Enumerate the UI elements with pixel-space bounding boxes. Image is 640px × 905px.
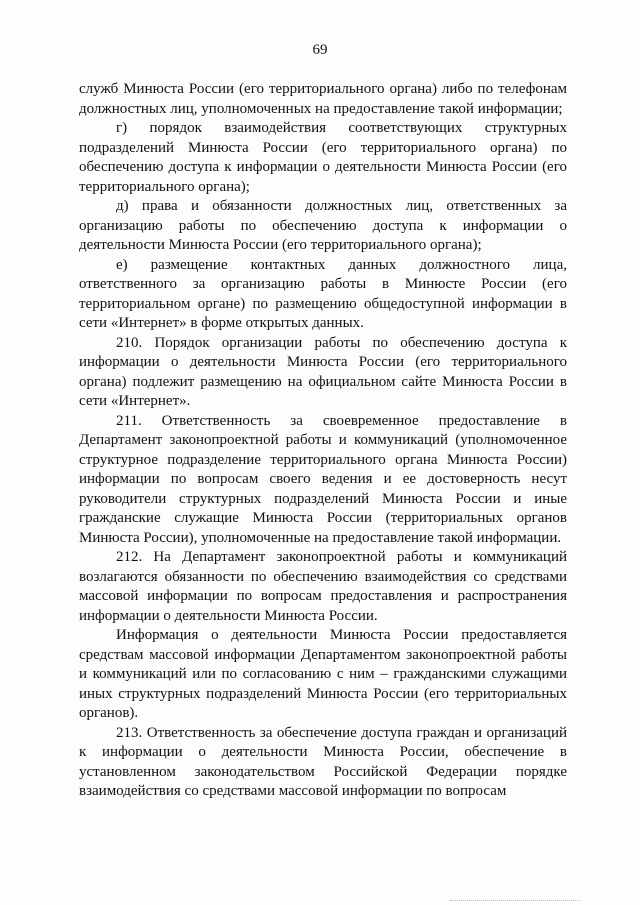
- paragraph-item-d: д) права и обязанности должностных лиц, ответственных за организацию работы по обеспечению доступа к информации о деятельности Минюста России (его территориального органа);: [79, 198, 567, 253]
- paragraph-item-g: г) порядок взаимодействия соответствующих структурных подразделений Минюста России (его территориального органа) по обеспечению доступа к информации о деятельности Минюста России (его территориального органа);: [79, 120, 567, 195]
- paragraph-211: 211. Ответственность за своевременное предоставление в Департамент законопроектной работы и коммуникаций (уполномоченное структурное подразделение территориального органа Минюста России) информации по вопросам своего ведения и ее достоверность несут руководители структурных подразделений Минюста России и иные гражданские служащие Минюста России (территориальных органов Минюста России), уполномоченные на предоставление такой информации.: [79, 412, 567, 546]
- paragraph-212: 212. На Департамент законопроектной работы и коммуникаций возлагаются обязанности по обеспечению взаимодействия со средствами массовой информации по вопросам предоставления и распространения информации о деятельности Минюста России.: [79, 549, 567, 624]
- paragraph-continuation: служб Минюста России (его территориального органа) либо по телефонам должностных лиц, уполномоченных на предоставление такой информации;: [79, 81, 567, 117]
- paragraph-213: 213. Ответственность за обеспечение доступа граждан и организаций к информации о деятельности Минюста России, обеспечение в установленном законодательством Российской Федерации порядке взаимодействия со средствами массовой информации по вопросам: [79, 724, 567, 799]
- paragraph-item-e: е) размещение контактных данных должностного лица, ответственного за организацию работы в Минюсте России (его территориальном органе) по размещению общедоступной информации в сети «Интернет» в форме открытых данных.: [79, 256, 567, 331]
- page-number: 69: [312, 42, 328, 58]
- paragraph-212-information: Информация о деятельности Минюста России предоставляется средствам массовой информации Департаментом законопроектной работы и коммуникаций или по согласованию с ним – гражданскими служащими иных структурных подразделений Минюста России (его территориальных органов).: [79, 627, 567, 721]
- scan-artifact-line: [450, 900, 580, 901]
- paragraph-210: 210. Порядок организации работы по обеспечению доступа к информации о деятельности Минюста России (его территориального органа) подлежит размещению на официальном сайте Минюста России в сети «Интернет».: [79, 334, 567, 409]
- document-body: [79, 80, 567, 802]
